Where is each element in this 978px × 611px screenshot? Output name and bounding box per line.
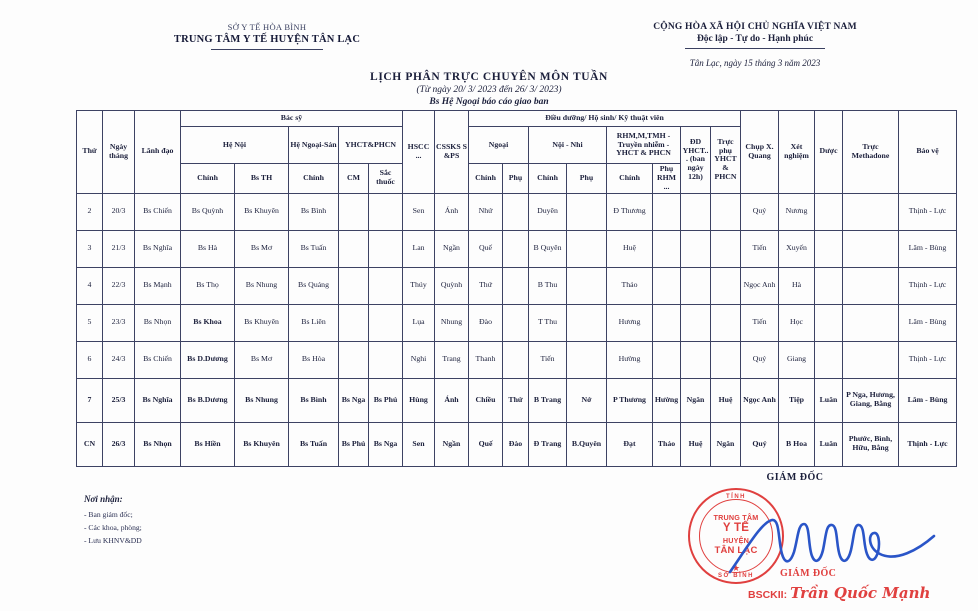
- th-yhct-phcn: YHCT&PHCN: [339, 127, 403, 164]
- national-motto: Độc lập - Tự do - Hạnh phúc: [696, 34, 814, 44]
- cell-noinhi-phu: B.Quyên: [567, 422, 607, 466]
- cell-duoc: Luân: [815, 422, 843, 466]
- cell-noinhi-chinh: B Quyên: [529, 230, 567, 267]
- cell-truc-phu-yhct: Ngân: [711, 422, 741, 466]
- cell-truc-phu-yhct: [711, 193, 741, 230]
- signature-role-red: GIÁM ĐỐC: [780, 568, 837, 579]
- cell-baove: Thịnh - Lực: [899, 267, 957, 304]
- recipients-block: [84, 492, 142, 548]
- cell-ngoai-phu: Thứ: [503, 378, 529, 422]
- signer-identity: [748, 584, 930, 602]
- cell-methadone: [843, 267, 899, 304]
- th-rhm-chinh: Chính: [607, 164, 653, 194]
- cell-ngoai-phu: [503, 193, 529, 230]
- cell-noinhi-chinh: Đ Trang: [529, 422, 567, 466]
- cell-truc-phu-yhct: [711, 341, 741, 378]
- th-rhm-group: RHM,M,TMH - Truyền nhiễm - YHCT & PHCN: [607, 127, 681, 164]
- th-ngoai: Ngoại: [469, 127, 529, 164]
- cell-cssks: Nhung: [435, 304, 469, 341]
- th-cssks: CSSKS S &PS: [435, 111, 469, 194]
- cell-rhm-phu: [653, 267, 681, 304]
- schedule-table-wrapper: [76, 110, 948, 467]
- department-name: SỞ Y TẾ HÒA BÌNH: [227, 22, 307, 32]
- cell-ngoai-phu: Đào: [503, 422, 529, 466]
- cell-dd-yhct: [681, 341, 711, 378]
- cell-baove: Lâm - Bùng: [899, 304, 957, 341]
- cell-xetnghiem: Tiệp: [779, 378, 815, 422]
- cell-yhct-cm: [339, 304, 369, 341]
- recipients-list: [84, 508, 142, 548]
- cell-lanh-dao: Bs Nghĩa: [135, 230, 181, 267]
- cell-yhct-sac: [369, 267, 403, 304]
- table-body: [77, 193, 957, 466]
- stamp-arc-top: TỈNH: [726, 494, 746, 500]
- cell-thu: 4: [77, 267, 103, 304]
- cell-ngoai-phu: [503, 341, 529, 378]
- cell-yhct-sac: [369, 230, 403, 267]
- th-group-dieu-duong: Điều dưỡng/ Hộ sinh/ Kỹ thuật viên: [469, 111, 741, 127]
- cell-cssks: Ngần: [435, 230, 469, 267]
- cell-noinhi-chinh: T Thu: [529, 304, 567, 341]
- cell-noinhi-phu: [567, 267, 607, 304]
- th-group-bac-sy: Bác sỹ: [181, 111, 403, 127]
- th-noinhi-phu: Phụ: [567, 164, 607, 194]
- cell-rhm-phu: Hường: [653, 378, 681, 422]
- cell-xquang: Ngọc Anh: [741, 378, 779, 422]
- table-row: [77, 378, 957, 422]
- cell-cssks: Ngần: [435, 422, 469, 466]
- cell-noinhi-chinh: B Trang: [529, 378, 567, 422]
- cell-ngoai-chinh: Chiều: [469, 378, 503, 422]
- recipient-item: - Các khoa, phòng;: [84, 523, 142, 533]
- cell-methadone: [843, 304, 899, 341]
- cell-methadone: [843, 341, 899, 378]
- cell-thu: 5: [77, 304, 103, 341]
- cell-rhm-phu: [653, 193, 681, 230]
- cell-yhct-sac: Bs Nga: [369, 422, 403, 466]
- cell-ngoai-chinh: Thanh: [469, 341, 503, 378]
- table-row: [77, 304, 957, 341]
- th-hscc: HSCC ...: [403, 111, 435, 194]
- national-heading-block: [560, 22, 950, 68]
- schedule-table: [76, 110, 957, 467]
- cell-methadone: Phước, Bình, Hữu, Bằng: [843, 422, 899, 466]
- cell-hscc: Nghi: [403, 341, 435, 378]
- cell-xquang: Tiến: [741, 230, 779, 267]
- cell-ngoai-chinh: Đào: [469, 304, 503, 341]
- th-ngoai-chinh: Chính: [469, 164, 503, 194]
- document-title: LỊCH PHÂN TRỰC CHUYÊN MÔN TUẦN: [370, 71, 608, 83]
- th-thu: Thứ: [77, 111, 103, 194]
- cell-ngoai-chinh: Quế: [469, 422, 503, 466]
- cell-rhm-chinh: Hường: [607, 341, 653, 378]
- cell-ngoai-phu: [503, 304, 529, 341]
- cell-xquang: Quý: [741, 422, 779, 466]
- cell-lanh-dao: Bs Mạnh: [135, 267, 181, 304]
- cell-ngoai-san-chinh: Bs Bình: [289, 193, 339, 230]
- cell-rhm-chinh: Đ Thương: [607, 193, 653, 230]
- cell-truc-phu-yhct: [711, 304, 741, 341]
- th-dd-yhct: ĐD YHCT.. . (ban ngày 12h): [681, 127, 711, 194]
- cell-thu: 2: [77, 193, 103, 230]
- cell-lanh-dao: Bs Chiến: [135, 193, 181, 230]
- cell-lanh-dao: Bs Nhọn: [135, 304, 181, 341]
- cell-ngay: 25/3: [103, 378, 135, 422]
- th-he-noi: Hệ Nội: [181, 127, 289, 164]
- cell-ngay: 26/3: [103, 422, 135, 466]
- cell-noinhi-chinh: B Thu: [529, 267, 567, 304]
- cell-xetnghiem: Xuyến: [779, 230, 815, 267]
- cell-xetnghiem: Học: [779, 304, 815, 341]
- table-row: [77, 341, 957, 378]
- cell-noinhi-phu: [567, 193, 607, 230]
- cell-rhm-phu: Thảo: [653, 422, 681, 466]
- signer-name: Trần Quốc Mạnh: [790, 584, 931, 602]
- th-ngay-thang: Ngày tháng: [103, 111, 135, 194]
- cell-xetnghiem: Hà: [779, 267, 815, 304]
- document-title-block: [0, 71, 978, 107]
- cell-lanh-dao: Bs Nhọn: [135, 422, 181, 466]
- header-row-groups: [77, 111, 957, 127]
- cell-noi-bsth: Bs Khuyên: [235, 304, 289, 341]
- cell-xetnghiem: Nương: [779, 193, 815, 230]
- cell-yhct-sac: [369, 193, 403, 230]
- th-duoc: Dược: [815, 111, 843, 194]
- cell-baove: Thịnh - Lực: [899, 193, 957, 230]
- cell-duoc: [815, 230, 843, 267]
- national-title: CỘNG HÒA XÃ HỘI CHỦ NGHĨA VIỆT NAM: [653, 22, 857, 32]
- table-row: [77, 230, 957, 267]
- center-name: TRUNG TÂM Y TẾ HUYỆN TÂN LẠC: [173, 34, 361, 45]
- cell-ngoai-san-chinh: Bs Tuấn: [289, 422, 339, 466]
- cell-yhct-cm: [339, 193, 369, 230]
- cell-thu: 7: [77, 378, 103, 422]
- cell-xquang: Quý: [741, 193, 779, 230]
- cell-ngoai-san-chinh: Bs Quảng: [289, 267, 339, 304]
- th-he-ngoai-san: Hệ Ngoại-Sản: [289, 127, 339, 164]
- cell-baove: Lâm - Bùng: [899, 378, 957, 422]
- th-truc-methadone: Trực Methadone: [843, 111, 899, 194]
- cell-noinhi-chinh: Duyên: [529, 193, 567, 230]
- cell-noinhi-chinh: Tiến: [529, 341, 567, 378]
- th-xet-nghiem: Xét nghiệm: [779, 111, 815, 194]
- cell-ngay: 21/3: [103, 230, 135, 267]
- cell-xetnghiem: Giang: [779, 341, 815, 378]
- document-date-range: (Từ ngày 20/ 3/ 2023 đến 26/ 3/ 2023): [416, 85, 562, 95]
- th-yhct-sac-thuoc: Sắc thuốc: [369, 164, 403, 194]
- cell-noinhi-phu: Nở: [567, 378, 607, 422]
- cell-ngoai-san-chinh: Bs Liên: [289, 304, 339, 341]
- cell-ngoai-chinh: Thứ: [469, 267, 503, 304]
- cell-noinhi-phu: [567, 230, 607, 267]
- cell-dd-yhct: [681, 267, 711, 304]
- cell-methadone: [843, 193, 899, 230]
- th-noinhi-chinh: Chính: [529, 164, 567, 194]
- cell-duoc: [815, 193, 843, 230]
- cell-ngay: 24/3: [103, 341, 135, 378]
- cell-dd-yhct: [681, 304, 711, 341]
- cell-noi-bsth: Bs Khuyên: [235, 193, 289, 230]
- cell-rhm-chinh: P Thương: [607, 378, 653, 422]
- cell-noi-chinh: Bs Khoa: [181, 304, 235, 341]
- cell-noi-bsth: Bs Nhung: [235, 267, 289, 304]
- cell-rhm-chinh: Thảo: [607, 267, 653, 304]
- cell-yhct-cm: Bs Phú: [339, 422, 369, 466]
- cell-ngay: 20/3: [103, 193, 135, 230]
- cell-hscc: Sen: [403, 422, 435, 466]
- cell-yhct-cm: Bs Nga: [339, 378, 369, 422]
- cell-noi-bsth: Bs Mơ: [235, 230, 289, 267]
- cell-ngoai-san-chinh: Bs Tuấn: [289, 230, 339, 267]
- cell-baove: Lâm - Bùng: [899, 230, 957, 267]
- cell-dd-yhct: [681, 230, 711, 267]
- cell-hscc: Lụa: [403, 304, 435, 341]
- cell-rhm-phu: [653, 230, 681, 267]
- cell-baove: Thịnh - Lực: [899, 422, 957, 466]
- table-row: [77, 267, 957, 304]
- th-noi-bsth: Bs TH: [235, 164, 289, 194]
- th-noi-chinh: Chính: [181, 164, 235, 194]
- cell-yhct-cm: [339, 230, 369, 267]
- cell-noi-chinh: Bs Hiền: [181, 422, 235, 466]
- cell-xquang: Quý: [741, 341, 779, 378]
- cell-ngoai-chinh: Quế: [469, 230, 503, 267]
- cell-noi-chinh: Bs B.Dương: [181, 378, 235, 422]
- cell-baove: Thịnh - Lực: [899, 341, 957, 378]
- table-row: [77, 422, 957, 466]
- cell-lanh-dao: Bs Chiến: [135, 341, 181, 378]
- cell-ngoai-san-chinh: Bs Bình: [289, 378, 339, 422]
- cell-rhm-chinh: Đạt: [607, 422, 653, 466]
- document-note: Bs Hệ Ngoại báo cáo giao ban: [429, 97, 549, 107]
- cell-xquang: Tiến: [741, 304, 779, 341]
- cell-cssks: Quỳnh: [435, 267, 469, 304]
- cell-noi-chinh: Bs Quỳnh: [181, 193, 235, 230]
- cell-dd-yhct: Ngân: [681, 378, 711, 422]
- cell-noi-bsth: Bs Nhung: [235, 378, 289, 422]
- cell-cssks: Trang: [435, 341, 469, 378]
- cell-rhm-phu: [653, 304, 681, 341]
- table-row: [77, 193, 957, 230]
- th-chup-xquang: Chụp X. Quang: [741, 111, 779, 194]
- cell-dd-yhct: Huệ: [681, 422, 711, 466]
- cell-hscc: Lan: [403, 230, 435, 267]
- cell-yhct-sac: [369, 341, 403, 378]
- stamp-line-1: TRUNG TÂM: [713, 513, 759, 522]
- cell-noi-chinh: Bs Thọ: [181, 267, 235, 304]
- cell-rhm-chinh: Huệ: [607, 230, 653, 267]
- cell-duoc: [815, 341, 843, 378]
- th-lanh-dao: Lãnh đạo: [135, 111, 181, 194]
- cell-methadone: P Nga, Hương, Giang, Bằng: [843, 378, 899, 422]
- th-ngoai-phu: Phụ: [503, 164, 529, 194]
- stamp-arc-bottom: SỞ BÌNH: [718, 573, 754, 579]
- recipient-item: - Lưu KHNV&DD: [84, 536, 142, 546]
- cell-duoc: [815, 267, 843, 304]
- signature-title: GIÁM ĐỐC: [766, 472, 824, 483]
- recipients-title: Nơi nhận:: [84, 494, 123, 504]
- cell-lanh-dao: Bs Nghĩa: [135, 378, 181, 422]
- cell-hscc: Hùng: [403, 378, 435, 422]
- cell-yhct-cm: [339, 341, 369, 378]
- cell-ngoai-san-chinh: Bs Hòa: [289, 341, 339, 378]
- cell-truc-phu-yhct: [711, 230, 741, 267]
- cell-ngoai-phu: [503, 267, 529, 304]
- cell-methadone: [843, 230, 899, 267]
- cell-noinhi-phu: [567, 304, 607, 341]
- cell-ngoai-chinh: Nhứ: [469, 193, 503, 230]
- cell-noi-bsth: Bs Khuyên: [235, 422, 289, 466]
- cell-hscc: Thúy: [403, 267, 435, 304]
- cell-thu: 3: [77, 230, 103, 267]
- cell-truc-phu-yhct: [711, 267, 741, 304]
- cell-cssks: Ánh: [435, 378, 469, 422]
- cell-xquang: Ngọc Anh: [741, 267, 779, 304]
- recipient-item: - Ban giám đốc;: [84, 509, 133, 519]
- th-noi-nhi: Nội - Nhi: [529, 127, 607, 164]
- cell-noi-chinh: Bs Hà: [181, 230, 235, 267]
- cell-duoc: [815, 304, 843, 341]
- cell-yhct-sac: [369, 304, 403, 341]
- th-yhct-cm: CM: [339, 164, 369, 194]
- cell-duoc: Luân: [815, 378, 843, 422]
- stamp-star-icon: ★: [731, 563, 741, 573]
- table-head: [77, 111, 957, 194]
- cell-dd-yhct: [681, 193, 711, 230]
- stamp-line-3: HUYỆN: [722, 536, 750, 545]
- cell-truc-phu-yhct: Huệ: [711, 378, 741, 422]
- stamp-line-4: TÂN LẠC: [714, 545, 758, 556]
- th-truc-phu-yhct: Trực phụ YHCT & PHCN: [711, 127, 741, 194]
- cell-rhm-chinh: Hương: [607, 304, 653, 341]
- stamp-line-2: Y TẾ: [722, 522, 750, 534]
- cell-rhm-phu: [653, 341, 681, 378]
- header-divider: [211, 49, 323, 50]
- cell-noi-chinh: Bs D.Dương: [181, 341, 235, 378]
- signer-degree: BSCKII:: [748, 589, 788, 601]
- cell-thu: 6: [77, 341, 103, 378]
- cell-ngay: 22/3: [103, 267, 135, 304]
- cell-thu: CN: [77, 422, 103, 466]
- cell-noi-bsth: Bs Mơ: [235, 341, 289, 378]
- organization-block: [112, 22, 422, 50]
- th-bao-ve: Bảo vệ: [899, 111, 957, 194]
- cell-ngoai-phu: [503, 230, 529, 267]
- cell-hscc: Sen: [403, 193, 435, 230]
- motto-divider: [685, 48, 825, 49]
- cell-yhct-cm: [339, 267, 369, 304]
- cell-xetnghiem: B Hoa: [779, 422, 815, 466]
- th-ngoai-san-chinh: Chính: [289, 164, 339, 194]
- cell-cssks: Ánh: [435, 193, 469, 230]
- place-date: Tân Lạc, ngày 15 tháng 3 năm 2023: [689, 58, 821, 68]
- th-rhm-phu: Phụ RHM ...: [653, 164, 681, 194]
- cell-noinhi-phu: [567, 341, 607, 378]
- cell-yhct-sac: Bs Phú: [369, 378, 403, 422]
- cell-ngay: 23/3: [103, 304, 135, 341]
- signature-block: [620, 472, 950, 611]
